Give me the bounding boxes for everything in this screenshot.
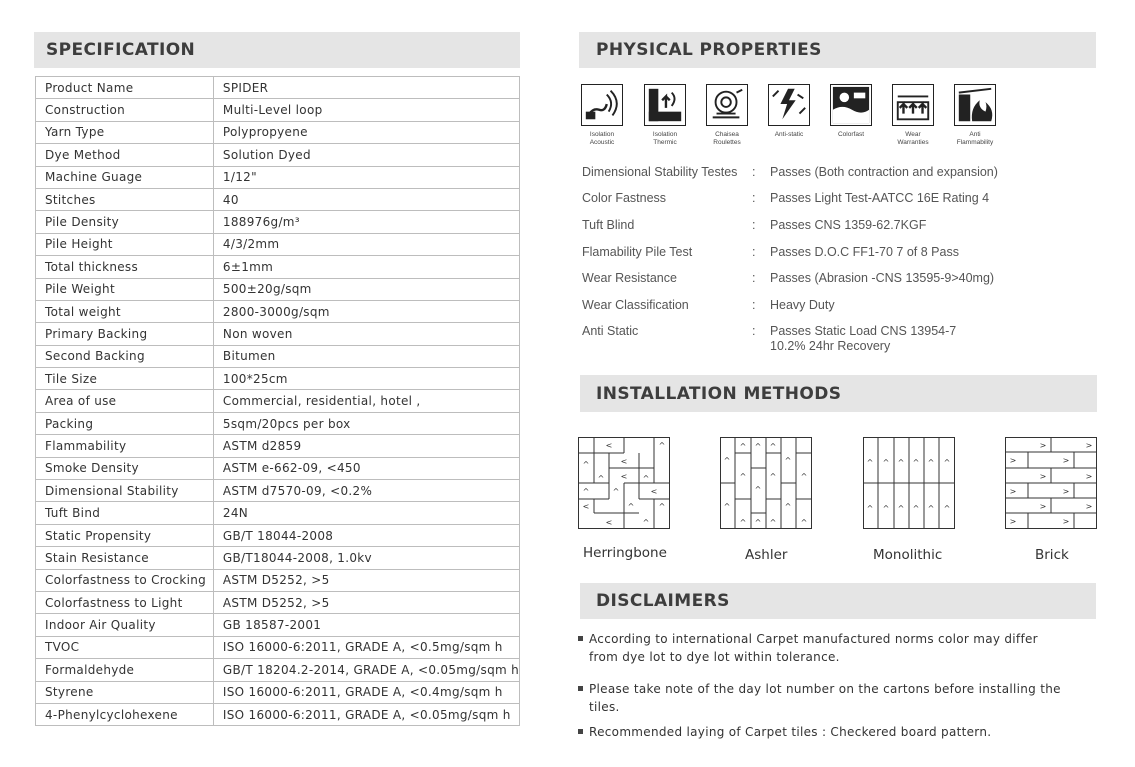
spec-value: 6±1mm: [213, 256, 519, 278]
spec-row: [36, 591, 520, 613]
spec-value: ASTM d7570-09, <0.2%: [213, 480, 519, 502]
svg-text:^: ^: [897, 504, 905, 513]
svg-text:^: ^: [739, 442, 747, 451]
spec-label: Pile Height: [36, 233, 214, 255]
spec-value: 40: [213, 188, 519, 210]
spec-label: Area of use: [36, 390, 214, 412]
property-label: Wear Resistance: [582, 271, 677, 285]
spec-row: [36, 390, 520, 412]
spec-row: [36, 368, 520, 390]
spec-label: Second Backing: [36, 345, 214, 367]
svg-text:^: ^: [582, 460, 590, 469]
svg-text:^: ^: [866, 458, 874, 467]
property-colon: :: [752, 245, 756, 259]
svg-text:^: ^: [912, 504, 920, 513]
flame-icon: [954, 84, 996, 126]
svg-text:^: ^: [739, 518, 747, 527]
property-value: [770, 324, 956, 354]
svg-text:^: ^: [943, 504, 951, 513]
svg-text:>: >: [1009, 517, 1017, 526]
acoustic-icon: [581, 84, 623, 126]
spec-label: Total thickness: [36, 256, 214, 278]
spec-value: ASTM e-662-09, <450: [213, 457, 519, 479]
svg-text:>: >: [1062, 487, 1070, 496]
spec-row: [36, 636, 520, 658]
icon-label: Anti Flammability: [956, 131, 994, 146]
svg-text:^: ^: [800, 518, 808, 527]
spec-label: Indoor Air Quality: [36, 614, 214, 636]
spec-value: ASTM d2859: [213, 435, 519, 457]
antistatic-icon: [768, 84, 810, 126]
spec-label: Construction: [36, 99, 214, 121]
spec-row: [36, 681, 520, 703]
spec-label: Dye Method: [36, 144, 214, 166]
property-value: Heavy Duty: [770, 298, 835, 312]
svg-text:<: <: [620, 472, 628, 481]
warranty-property: [882, 84, 944, 147]
spec-label: Total weight: [36, 300, 214, 322]
svg-text:^: ^: [769, 518, 777, 527]
svg-text:^: ^: [723, 456, 731, 465]
spec-value: 1/12": [213, 166, 519, 188]
ashler-label: Ashler: [745, 547, 788, 563]
thermic-property: [634, 84, 696, 147]
chair-icon: [706, 84, 748, 126]
property-colon: :: [752, 191, 756, 205]
spec-row: [36, 99, 520, 121]
monolithic-diagram: [863, 437, 955, 529]
thermic-icon: [644, 84, 686, 126]
spec-label: Pile Weight: [36, 278, 214, 300]
svg-text:^: ^: [642, 474, 650, 483]
property-label: Dimensional Stability Testes: [582, 165, 738, 179]
svg-text:^: ^: [627, 502, 635, 511]
svg-text:^: ^: [754, 518, 762, 527]
spec-row: [36, 412, 520, 434]
svg-text:^: ^: [658, 441, 666, 450]
svg-text:^: ^: [800, 472, 808, 481]
spec-label: Dimensional Stability: [36, 480, 214, 502]
svg-text:^: ^: [582, 487, 590, 496]
property-colon: :: [752, 298, 756, 312]
spec-value: ASTM D5252, >5: [213, 569, 519, 591]
disclaimer-line: from dye lot to dye lot within tolerance.: [589, 650, 840, 664]
spec-label: Stain Resistance: [36, 547, 214, 569]
spec-value: GB 18587-2001: [213, 614, 519, 636]
property-colon: :: [752, 165, 756, 179]
disclaimer-item: [578, 630, 1078, 666]
svg-text:^: ^: [784, 502, 792, 511]
spec-value: Bitumen: [213, 345, 519, 367]
svg-text:^: ^: [897, 458, 905, 467]
spec-label: Styrene: [36, 681, 214, 703]
svg-text:>: >: [1039, 502, 1047, 511]
spec-value: GB/T 18204.2-2014, GRADE A, <0.05mg/sqm h: [213, 659, 519, 681]
spec-value: ISO 16000-6:2011, GRADE A, <0.05mg/sqm h: [213, 703, 519, 725]
spec-value: 4/3/2mm: [213, 233, 519, 255]
monolithic-pattern-icon: [863, 437, 955, 529]
spec-value: 24N: [213, 502, 519, 524]
property-value: Passes Light Test-AATCC 16E Rating 4: [770, 191, 990, 205]
svg-text:^: ^: [754, 442, 762, 451]
disclaimer-item: [578, 680, 1078, 716]
property-value: Passes (Abrasion -CNS 13595-9>40mg): [770, 271, 995, 285]
property-colon: :: [752, 324, 756, 338]
spec-value: GB/T 18044-2008: [213, 524, 519, 546]
warranty-icon: [892, 84, 934, 126]
spec-value: 2800-3000g/sqm: [213, 300, 519, 322]
spec-value: 188976g/m³: [213, 211, 519, 233]
spec-row: [36, 659, 520, 681]
colorfast-property: [820, 84, 882, 139]
property-value-line1: Passes Static Load CNS 13954-7: [770, 324, 957, 338]
herringbone-diagram: [578, 437, 670, 529]
property-label: Color Fastness: [582, 191, 667, 205]
icon-label: Wear Warranties: [897, 131, 929, 146]
spec-label: 4-Phenylcyclohexene: [36, 703, 214, 725]
svg-text:>: >: [1085, 441, 1093, 450]
property-value-line2: 10.2% 24hr Recovery: [770, 339, 891, 353]
spec-label: Machine Guage: [36, 166, 214, 188]
physical-properties-heading: PHYSICAL PROPERTIES: [579, 32, 1096, 68]
specification-heading: SPECIFICATION: [34, 32, 520, 68]
brick-label: Brick: [1035, 547, 1069, 563]
disclaimer-line: Please take note of the day lot number on the cartons before installing the: [589, 682, 1061, 696]
disclaimers-heading: DISCLAIMERS: [580, 583, 1096, 619]
spec-row: [36, 233, 520, 255]
spec-label: TVOC: [36, 636, 214, 658]
spec-row: [36, 435, 520, 457]
svg-text:^: ^: [723, 502, 731, 511]
svg-text:>: >: [1009, 456, 1017, 465]
spec-value: ASTM D5252, >5: [213, 591, 519, 613]
property-value: Passes CNS 1359-62.7KGF: [770, 218, 927, 232]
spec-value: 500±20g/sqm: [213, 278, 519, 300]
spec-label: Colorfastness to Light: [36, 591, 214, 613]
property-value: Passes (Both contraction and expansion): [770, 165, 998, 179]
svg-text:>: >: [1039, 472, 1047, 481]
spec-label: Colorfastness to Crocking: [36, 569, 214, 591]
spec-row: [36, 524, 520, 546]
property-colon: :: [752, 218, 756, 232]
spec-row: [36, 547, 520, 569]
brick-diagram: [1005, 437, 1097, 529]
icon-label: Isolation Acoustic: [589, 131, 615, 146]
svg-text:>: >: [1009, 487, 1017, 496]
svg-text:>: >: [1039, 441, 1047, 450]
disclaimer-line: Recommended laying of Carpet tiles : Checkered board pattern.: [589, 725, 992, 739]
disclaimer-item: [578, 723, 1078, 741]
acoustic-property: [571, 84, 633, 147]
spec-value: 100*25cm: [213, 368, 519, 390]
spec-value: GB/T18044-2008, 1.0kv: [213, 547, 519, 569]
spec-row: [36, 188, 520, 210]
svg-text:>: >: [1085, 502, 1093, 511]
svg-text:<: <: [582, 502, 590, 511]
svg-text:^: ^: [927, 504, 935, 513]
chair-property: [696, 84, 758, 147]
svg-text:^: ^: [769, 442, 777, 451]
svg-text:^: ^: [943, 458, 951, 467]
ashler-pattern-icon: [720, 437, 812, 529]
icon-label: Anti-static: [774, 131, 804, 138]
property-label: Tuft Blind: [582, 218, 635, 232]
spec-row: [36, 256, 520, 278]
disclaimer-line: tiles.: [589, 700, 620, 714]
svg-text:^: ^: [882, 458, 890, 467]
svg-text:>: >: [1062, 456, 1070, 465]
spec-value: 5sqm/20pcs per box: [213, 412, 519, 434]
icon-label: Colorfast: [837, 131, 864, 138]
spec-row: [36, 323, 520, 345]
spec-value: SPIDER: [213, 77, 519, 99]
spec-row: [36, 502, 520, 524]
spec-label: Tuft Bind: [36, 502, 214, 524]
spec-label: Pile Density: [36, 211, 214, 233]
antistatic-property: [758, 84, 820, 139]
spec-row: [36, 457, 520, 479]
spec-row: [36, 144, 520, 166]
brick-pattern-icon: [1005, 437, 1097, 529]
spec-row: [36, 166, 520, 188]
svg-text:<: <: [605, 518, 613, 527]
spec-row: [36, 300, 520, 322]
svg-text:^: ^: [882, 504, 890, 513]
svg-text:^: ^: [754, 485, 762, 494]
svg-text:^: ^: [912, 458, 920, 467]
svg-text:^: ^: [769, 472, 777, 481]
svg-text:^: ^: [927, 458, 935, 467]
spec-label: Primary Backing: [36, 323, 214, 345]
spec-label: Tile Size: [36, 368, 214, 390]
property-label: Flamability Pile Test: [582, 245, 693, 259]
svg-text:>: >: [1085, 472, 1093, 481]
svg-text:^: ^: [612, 487, 620, 496]
flame-property: [944, 84, 1006, 147]
spec-row: [36, 278, 520, 300]
disclaimer-line: According to international Carpet manufactured norms color may differ: [589, 632, 1038, 646]
property-value: Passes D.O.C FF1-70 7 of 8 Pass: [770, 245, 959, 259]
property-label: Anti Static: [582, 324, 639, 338]
spec-value: Polypropyene: [213, 121, 519, 143]
property-label: Wear Classification: [582, 298, 689, 312]
bullet-icon: [578, 686, 583, 691]
spec-label: Static Propensity: [36, 524, 214, 546]
bullet-icon: [578, 636, 583, 641]
herringbone-label: Herringbone: [583, 545, 667, 561]
svg-text:^: ^: [658, 502, 666, 511]
spec-row: [36, 77, 520, 99]
svg-text:<: <: [650, 487, 658, 496]
spec-value: ISO 16000-6:2011, GRADE A, <0.5mg/sqm h: [213, 636, 519, 658]
spec-value: Solution Dyed: [213, 144, 519, 166]
spec-row: [36, 614, 520, 636]
spec-row: [36, 480, 520, 502]
spec-label: Stitches: [36, 188, 214, 210]
spec-label: Smoke Density: [36, 457, 214, 479]
spec-row: [36, 703, 520, 725]
spec-value: Commercial, residential, hotel ,: [213, 390, 519, 412]
svg-text:>: >: [1062, 517, 1070, 526]
svg-text:<: <: [620, 457, 628, 466]
svg-text:^: ^: [866, 504, 874, 513]
property-icons: [581, 84, 1011, 152]
colorfast-icon: [830, 84, 872, 126]
spec-value: ISO 16000-6:2011, GRADE A, <0.4mg/sqm h: [213, 681, 519, 703]
spec-label: Flammability: [36, 435, 214, 457]
icon-label: Chaisea Roulettes: [713, 131, 741, 146]
spec-label: Yarn Type: [36, 121, 214, 143]
spec-row: [36, 569, 520, 591]
svg-text:^: ^: [642, 518, 650, 527]
svg-text:^: ^: [784, 456, 792, 465]
spec-label: Packing: [36, 412, 214, 434]
specification-table: [35, 76, 520, 726]
spec-value: Multi-Level loop: [213, 99, 519, 121]
spec-value: Non woven: [213, 323, 519, 345]
svg-text:<: <: [605, 441, 613, 450]
installation-methods-heading: INSTALLATION METHODS: [580, 375, 1097, 412]
svg-text:^: ^: [739, 472, 747, 481]
property-colon: :: [752, 271, 756, 285]
spec-label: Product Name: [36, 77, 214, 99]
spec-row: [36, 121, 520, 143]
ashler-diagram: [720, 437, 812, 529]
spec-row: [36, 211, 520, 233]
herringbone-pattern-icon: [578, 437, 670, 529]
monolithic-label: Monolithic: [873, 547, 943, 563]
icon-label: Isolation Thermic: [652, 131, 678, 146]
spec-row: [36, 345, 520, 367]
svg-text:^: ^: [597, 474, 605, 483]
bullet-icon: [578, 729, 583, 734]
spec-label: Formaldehyde: [36, 659, 214, 681]
